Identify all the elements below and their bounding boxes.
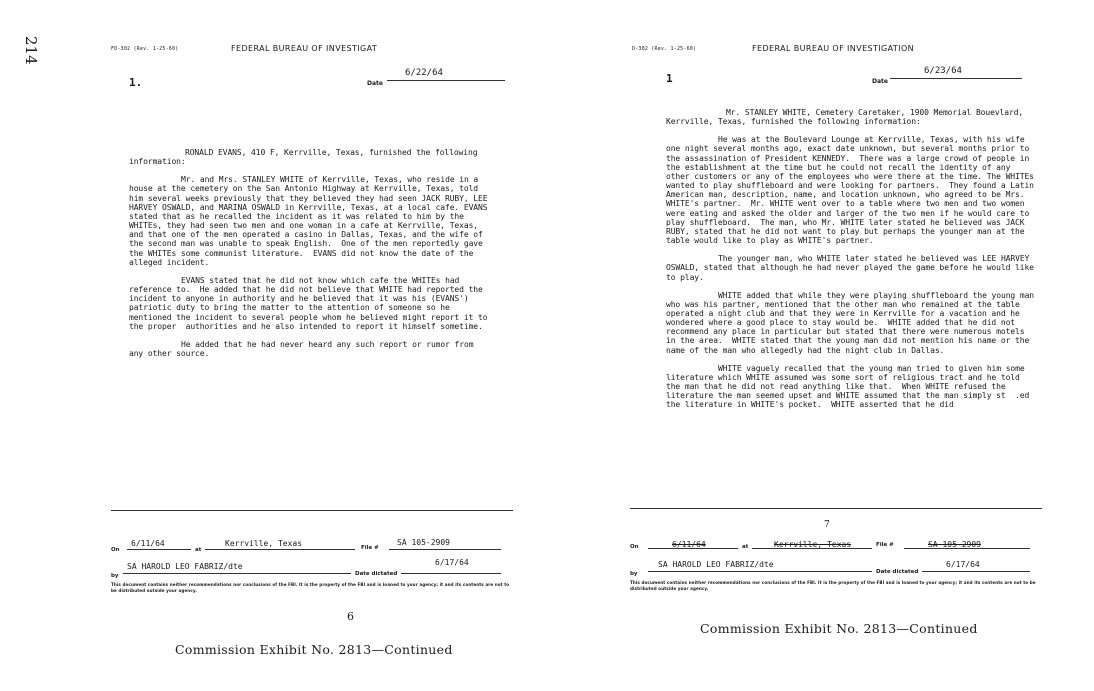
- right-dictated-label: Date dictated: [876, 569, 919, 575]
- left-dictated-underline: [401, 573, 501, 574]
- left-page: [105, 0, 525, 691]
- right-at-label: at: [742, 544, 749, 550]
- left-exhibit-caption: Commission Exhibit No. 2813—Continued: [175, 642, 453, 657]
- right-place: Kerrville, Texas: [774, 540, 852, 549]
- right-on-underline: [648, 548, 738, 549]
- right-agent: SA HAROLD LEO FABRIZ/dte: [658, 560, 774, 569]
- right-dictated-underline: [922, 571, 1030, 572]
- side-page-number: 214: [22, 36, 40, 65]
- right-paragraph-1: He was at the Boulevard Lounge at Kerrville, Texas, with his wife one night several months ago, exact date unknown, but several months prior to the assassination of President KENNEDY. There was a large crowd of people in the establishment at the time but he could not recall the identity of any other customers or any of the employees who were there at the time. The WHITEs wanted to play shuffleboard and were looking for partners. They found a Latin American man, description, name, and location unknown, who agreed to be Mrs. WHITE's partner. Mr. WHITE went over to a table where two men and two women were eating and asked the older and larger of the two men if he would care to play shuffleboard. The man, who Mr. WHITE later stated he believed was JACK RUBY, stated that he did not want to play but perhaps the younger man at the table would like to play as WHITE's partner.: [666, 135, 1039, 246]
- right-date-label: Date: [872, 78, 888, 85]
- left-at-label: at: [195, 547, 202, 553]
- right-page: [628, 0, 1058, 691]
- right-file-number: SA 105-2909: [928, 540, 981, 549]
- right-intro: Mr. STANLEY WHITE, Cemetery Caretaker, 1900 Memorial Bouevlard, Kerrville, Texas, furnished the following information:: [666, 108, 1028, 127]
- left-by-label: by: [111, 573, 119, 579]
- left-place-underline: [205, 549, 355, 550]
- left-place: Kerrville, Texas: [225, 539, 303, 548]
- right-exhibit-caption: Commission Exhibit No. 2813—Continued: [700, 621, 978, 636]
- left-date-label: Date: [367, 80, 383, 87]
- right-paragraph-4: WHITE vaguely recalled that the young man tried to given him some literature which WHITE assumed was some sort of religious tract and he told the man that he did not read anything like that. When WHITE refused the literature the man seemed upset and WHITE assumed that the man simply st .ed the literature in WHITE's pocket. WHITE asserted that he did: [666, 363, 1034, 410]
- right-by-label: by: [630, 571, 638, 577]
- right-file-underline: [904, 548, 1030, 549]
- right-bureau-title: FEDERAL BUREAU OF INVESTIGATION: [752, 44, 915, 53]
- right-on-date: 6/11/64: [672, 540, 706, 549]
- left-agent-underline: [123, 573, 351, 574]
- left-footer-rule: [111, 510, 513, 511]
- left-paragraph-2: EVANS stated that he did not know which cafe the WHITEs had reference to. He added that he did not believe that WHITE had reported the incident to anyone in authority and he believed that it was his (EVANS') patriotic duty to bring the matter to the attention of someone so he mentioned the incident to several people whom he believed might report it to the proper authorities and he also intended to report it himself sometime.: [129, 275, 493, 331]
- right-file-label: File #: [876, 542, 894, 548]
- left-on-underline: [127, 549, 191, 550]
- left-paragraph-1: Mr. and Mrs. STANLEY WHITE of Kerrville, Texas, who reside in a house at the cemetery on the San Antonio Highway at Kerrville, Texas, told him several weeks previously that they believed they had seen JACK RUBY, LEE HARVEY OSWALD, and MARINA OSWALD in Kerrville, Texas, at a local cafe. EVANS stated that as he recalled the incident as it was related to him by the WHITEs, they had seen two men and one woman in a cafe at Kerrville, Texas, and that one of the men operated a casino in Dallas, Texas, and the wife of the second man was unable to speak English. One of the men reportedly gave the WHITEs some communist literature. EVANS did not know the date of the alleged incident.: [129, 175, 493, 267]
- left-body: [129, 148, 493, 367]
- left-paragraph-3: He added that he had never heard any such report or rumor from any other source.: [129, 339, 479, 358]
- right-paragraph-3: WHITE added that while they were playing shuffleboard the young man who was his partner, mentioned that the other man who remained at the table operated a night club and that they were in Kerrville for a vacation and he wondered where a good place to stay would be. WHITE added that he did not recommend any place in particular but stated that there were numerous motels in the area. WHITE stated that the young man did not mention his name or the name of the man who allegedly had the night club in Dallas.: [666, 290, 1039, 355]
- left-on-label: On: [111, 547, 120, 553]
- left-file-number: SA 105-2909: [397, 538, 450, 547]
- left-form-number: FD-302 (Rev. 1-25-60): [111, 46, 179, 52]
- left-page-number: 1.: [129, 76, 143, 89]
- left-date-underline: [387, 80, 505, 81]
- left-file-underline: [389, 549, 501, 550]
- left-dictated-label: Date dictated: [355, 571, 398, 577]
- right-place-underline: [752, 548, 872, 549]
- right-date-value: 6/23/64: [924, 66, 962, 76]
- right-disclaimer: This document contains neither recommendations nor conclusions of the FBI. It is the property of the FBI and is loaned to your agency; it and its contents are not to be distributed outside your agency.: [630, 580, 1036, 591]
- left-on-date: 6/11/64: [131, 539, 165, 548]
- left-bottom-page-number: 6: [347, 610, 354, 623]
- left-bureau-title: FEDERAL BUREAU OF INVESTIGAT: [231, 44, 378, 53]
- right-body: [666, 108, 1039, 419]
- left-file-label: File #: [361, 545, 379, 551]
- left-disclaimer: This document contains neither recommendations nor conclusions of the FBI. It is the property of the FBI and is loaned to your agency; it and its contents are not to be distributed outside your agency.: [111, 582, 510, 593]
- right-form-number: D-302 (Rev. 1-25-60): [632, 46, 697, 52]
- right-date-underline: [890, 78, 1022, 79]
- left-date-value: 6/22/64: [405, 68, 443, 78]
- right-footer-rule: [630, 508, 1042, 509]
- right-dictated-date: 6/17/64: [946, 560, 980, 569]
- right-page-number: 1: [666, 72, 673, 85]
- left-intro: RONALD EVANS, 410 F, Kerrville, Texas, furnished the following information:: [129, 148, 483, 167]
- right-on-label: On: [630, 544, 639, 550]
- right-agent-underline: [648, 571, 872, 572]
- left-agent: SA HAROLD LEO FABRIZ/dte: [127, 562, 243, 571]
- left-dictated-date: 6/17/64: [435, 558, 469, 567]
- right-center-page-number: 7: [824, 520, 830, 530]
- right-paragraph-2: The younger man, who WHITE later stated he believed was LEE HARVEY OSWALD, stated that although he had never played the game before he would like to play.: [666, 254, 1039, 282]
